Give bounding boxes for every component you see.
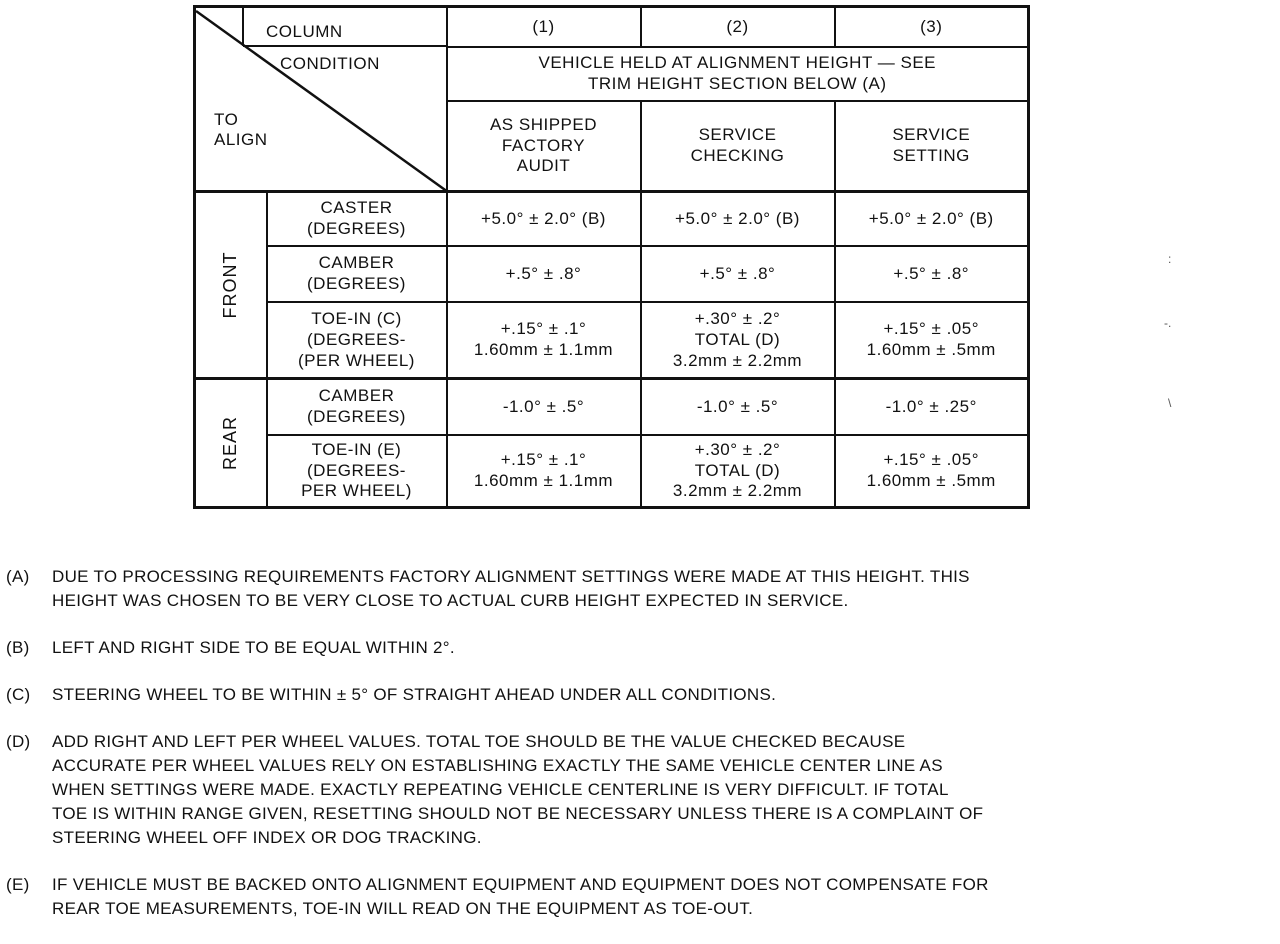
value-cell: -1.0° ± .25° bbox=[835, 379, 1029, 435]
footnote-e bbox=[6, 873, 1274, 921]
footnote-d bbox=[6, 730, 1274, 850]
row-label-caster: CASTER (DEGREES) bbox=[267, 192, 447, 246]
value-cell: +.15° ± .1° 1.60mm ± 1.1mm bbox=[447, 435, 641, 508]
rear-label: REAR bbox=[219, 416, 240, 471]
row-label-toe-in: TOE-IN (C) (DEGREES- (PER WHEEL) bbox=[267, 302, 447, 378]
table-row bbox=[195, 435, 1029, 508]
column-header-service-setting: SERVICE SETTING bbox=[835, 101, 1029, 192]
footnote-text: LEFT AND RIGHT SIDE TO BE EQUAL WITHIN 2°. bbox=[52, 638, 455, 657]
value-cell: +.30° ± .2° TOTAL (D) 3.2mm ± 2.2mm bbox=[641, 435, 835, 508]
value-cell: +.5° ± .8° bbox=[835, 246, 1029, 302]
scan-speck: \ bbox=[1168, 396, 1172, 410]
table-row bbox=[195, 302, 1029, 378]
value-cell: +.5° ± .8° bbox=[641, 246, 835, 302]
value-cell: -1.0° ± .5° bbox=[447, 379, 641, 435]
table-row bbox=[195, 379, 1029, 435]
corner-header-cell bbox=[195, 7, 447, 192]
table-row bbox=[195, 192, 1029, 246]
scan-speck: : bbox=[1168, 252, 1172, 266]
value-cell: +5.0° ± 2.0° (B) bbox=[447, 192, 641, 246]
row-label-rear-camber: CAMBER (DEGREES) bbox=[267, 379, 447, 435]
value-cell: +5.0° ± 2.0° (B) bbox=[641, 192, 835, 246]
footnote-c bbox=[6, 683, 1274, 707]
scan-speck: -. bbox=[1164, 316, 1172, 330]
row-label-rear-toe-in: TOE-IN (E) (DEGREES- PER WHEEL) bbox=[267, 435, 447, 508]
footnote-a bbox=[6, 565, 1274, 613]
footnote-b bbox=[6, 636, 1274, 660]
condition-label: CONDITION bbox=[280, 54, 380, 73]
front-group-label bbox=[195, 192, 267, 379]
footnote-letter: (B) bbox=[6, 638, 30, 657]
footnotes bbox=[6, 565, 1274, 944]
column-number-3: (3) bbox=[835, 7, 1029, 47]
value-cell: -1.0° ± .5° bbox=[641, 379, 835, 435]
header-row-column bbox=[195, 7, 1029, 47]
footnote-letter: (E) bbox=[6, 875, 30, 894]
value-cell: +5.0° ± 2.0° (B) bbox=[835, 192, 1029, 246]
column-label: COLUMN bbox=[266, 22, 343, 41]
footnote-letter: (C) bbox=[6, 685, 31, 704]
footnote-text: ADD RIGHT AND LEFT PER WHEEL VALUES. TOTAL TOE SHOULD BE THE VALUE CHECKED BECAUSE ACCURATE PER WHEEL VALUES RELY ON ESTABLISHING EXACTLY THE SAME VEHICLE CENTER LINE AS WHEN SETTINGS WERE MADE. EXACTLY REPEATING VEHICLE CENTERLINE IS VERY DIFFICULT. IF TOTAL TOE IS WITHIN RANGE GIVEN, RESETTING SHOULD NOT BE NECESSARY UNLESS THERE IS A COMPLAINT OF STEERING WHEEL OFF INDEX OR DOG TRACKING. bbox=[52, 732, 984, 847]
rear-group-label bbox=[195, 379, 267, 508]
column-number-2: (2) bbox=[641, 7, 835, 47]
value-cell: +.15° ± .05° 1.60mm ± .5mm bbox=[835, 435, 1029, 508]
value-cell: +.5° ± .8° bbox=[447, 246, 641, 302]
column-header-as-shipped: AS SHIPPED FACTORY AUDIT bbox=[447, 101, 641, 192]
condition-value: VEHICLE HELD AT ALIGNMENT HEIGHT — SEE TRIM HEIGHT SECTION BELOW (A) bbox=[447, 47, 1029, 101]
value-cell: +.30° ± .2° TOTAL (D) 3.2mm ± 2.2mm bbox=[641, 302, 835, 378]
column-header-service-checking: SERVICE CHECKING bbox=[641, 101, 835, 192]
footnote-letter: (D) bbox=[6, 732, 31, 751]
table-row bbox=[195, 246, 1029, 302]
alignment-spec-table bbox=[193, 5, 1030, 509]
footnote-letter: (A) bbox=[6, 567, 30, 586]
footnote-text: STEERING WHEEL TO BE WITHIN ± 5° OF STRAIGHT AHEAD UNDER ALL CONDITIONS. bbox=[52, 685, 777, 704]
front-label: FRONT bbox=[219, 251, 240, 319]
to-align-label: TO ALIGN bbox=[214, 110, 268, 150]
footnote-text: DUE TO PROCESSING REQUIREMENTS FACTORY ALIGNMENT SETTINGS WERE MADE AT THIS HEIGHT. THIS HEIGHT WAS CHOSEN TO BE VERY CLOSE TO ACTUAL CURB HEIGHT EXPECTED IN SERVICE. bbox=[52, 567, 970, 610]
value-cell: +.15° ± .1° 1.60mm ± 1.1mm bbox=[447, 302, 641, 378]
row-label-camber: CAMBER (DEGREES) bbox=[267, 246, 447, 302]
value-cell: +.15° ± .05° 1.60mm ± .5mm bbox=[835, 302, 1029, 378]
footnote-text: IF VEHICLE MUST BE BACKED ONTO ALIGNMENT EQUIPMENT AND EQUIPMENT DOES NOT COMPENSATE FOR REAR TOE MEASUREMENTS, TOE-IN WILL READ ON THE EQUIPMENT AS TOE-OUT. bbox=[52, 875, 989, 918]
column-number-1: (1) bbox=[447, 7, 641, 47]
